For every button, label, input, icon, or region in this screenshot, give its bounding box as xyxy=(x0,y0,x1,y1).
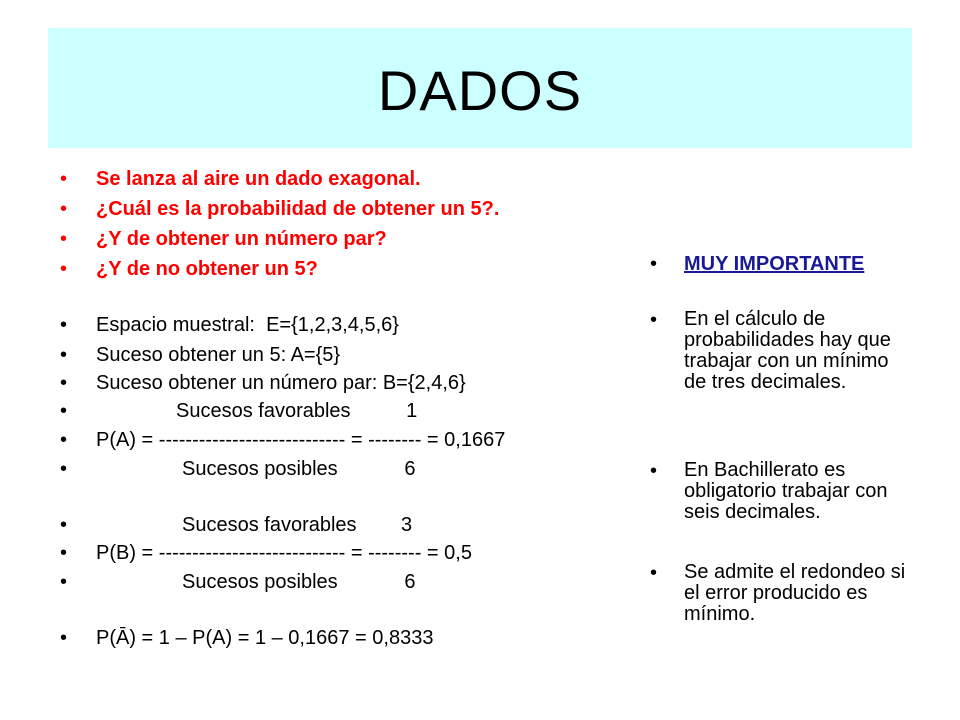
bullet-icon: • xyxy=(60,372,68,394)
title-bar xyxy=(48,28,912,148)
bullet-icon: • xyxy=(60,429,68,451)
bullet-icon: • xyxy=(60,571,68,593)
pb-formula-text: P(B) = ---------------------------- = -------- = 0,5 xyxy=(96,542,472,564)
important-note: En Bachillerato es obligatorio trabajar con seis decimales. xyxy=(684,459,888,523)
pb-denominator-text: Sucesos posibles 6 xyxy=(182,571,416,593)
bullet-icon: • xyxy=(60,314,68,336)
question-item: ¿Cuál es la probabilidad de obtener un 5?. xyxy=(96,198,500,220)
pa-numerator-text: Sucesos favorables 1 xyxy=(176,400,418,422)
event-b-text: Suceso obtener un número par: B={2,4,6} xyxy=(96,372,466,394)
question-item: ¿Y de obtener un número par? xyxy=(96,228,387,250)
bullet-icon: • xyxy=(650,309,658,331)
bullet-icon: • xyxy=(650,460,658,482)
bullet-icon: • xyxy=(60,627,68,649)
pb-numerator-text: Sucesos favorables 3 xyxy=(182,514,413,536)
important-note: En el cálculo de probabilidades hay que trabajar con un mínimo de tres decimales. xyxy=(684,308,891,393)
bullet-icon: • xyxy=(650,253,658,275)
page-title: DADOS xyxy=(377,59,583,122)
bullet-icon: • xyxy=(60,514,68,536)
pa-denominator-text: Sucesos posibles 6 xyxy=(182,458,416,480)
p-not-a-text: P(Ā) = 1 – P(A) = 1 – 0,1667 = 0,8333 xyxy=(96,627,434,649)
question-item: ¿Y de no obtener un 5? xyxy=(96,258,318,280)
bullet-icon: • xyxy=(60,198,68,220)
bullet-icon: • xyxy=(60,458,68,480)
event-a-text: Suceso obtener un 5: A={5} xyxy=(96,344,341,366)
bullet-icon: • xyxy=(60,168,68,190)
pa-formula-text: P(A) = ---------------------------- = -------- = 0,1667 xyxy=(96,429,506,451)
important-heading: MUY IMPORTANTE xyxy=(684,253,865,275)
bullet-icon: • xyxy=(60,258,68,280)
bullet-icon: • xyxy=(60,344,68,366)
bullet-icon: • xyxy=(60,228,68,250)
important-note: Se admite el redondeo si el error producido es mínimo. xyxy=(684,561,906,625)
question-item: Se lanza al aire un dado exagonal. xyxy=(96,168,421,190)
sample-space-text: Espacio muestral: E={1,2,3,4,5,6} xyxy=(96,314,399,336)
bullet-icon: • xyxy=(60,400,68,422)
bullet-icon: • xyxy=(60,542,68,564)
bullet-icon: • xyxy=(650,562,658,584)
